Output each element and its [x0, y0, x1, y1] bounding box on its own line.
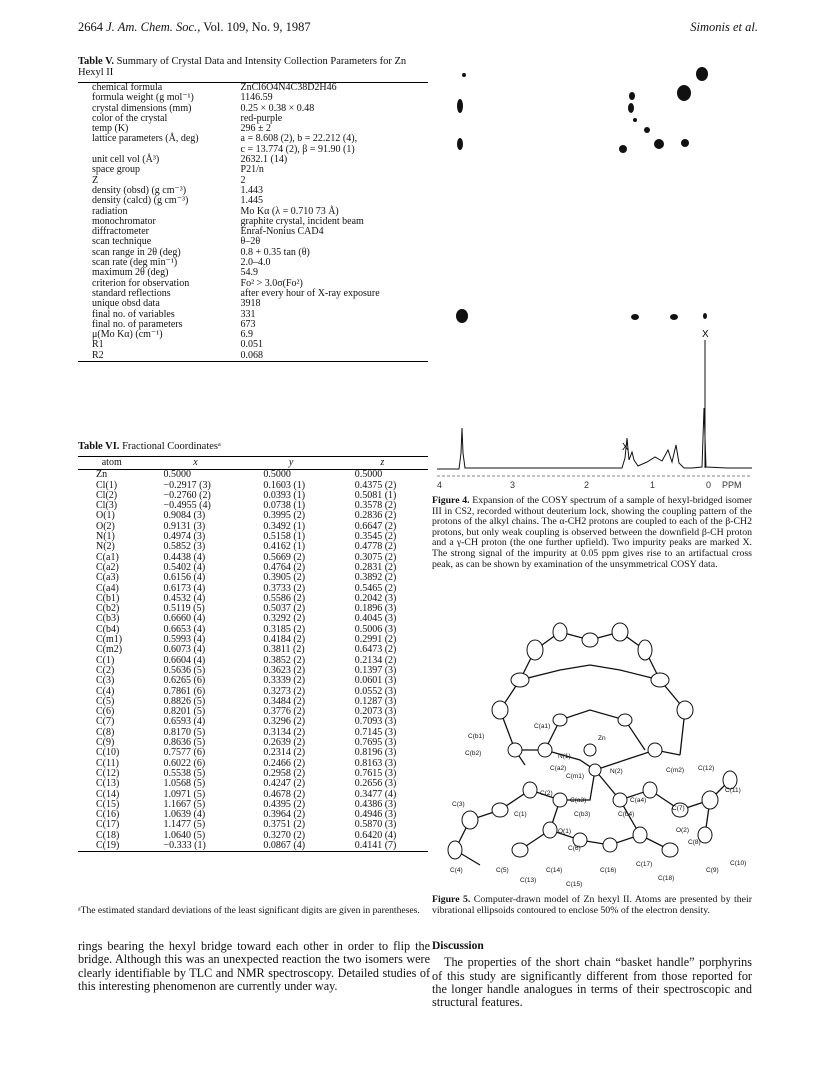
table6-fractional-coordinates — [78, 456, 428, 852]
atom-label: O(1) — [558, 828, 571, 835]
coordinate-cell: 0.0601 (3) — [354, 675, 397, 687]
coordinate-cell: 0.2073 (3) — [354, 706, 397, 718]
parameter-value: c = 13.774 (2), β = 91.90 (1) — [240, 143, 355, 155]
coordinate-cell: 0.6660 (4) — [163, 613, 206, 625]
atom-label: N(1) — [558, 753, 571, 760]
parameter-value: ZnCl6O4N4C38D2H46 — [240, 82, 337, 93]
atom-label: C(m1) — [566, 773, 585, 780]
atom-cell: C(a2) — [96, 561, 119, 573]
parameter-name: radiation — [92, 205, 128, 217]
cross-peak — [696, 67, 708, 81]
atom-label: C(m2) — [666, 767, 685, 774]
parameter-value: 331 — [240, 308, 256, 320]
atom-cell: C(m1) — [96, 634, 123, 646]
coordinate-cell: 0.7093 (3) — [354, 716, 397, 728]
parameter-value: graphite crystal, incident beam — [240, 215, 364, 227]
coordinate-cell: 0.7145 (3) — [354, 726, 397, 738]
parameter-name: diffractometer — [92, 226, 150, 238]
coordinate-cell: 0.4247 (2) — [263, 778, 306, 790]
atom-label: C(10) — [730, 860, 747, 867]
atom-cell: C(b4) — [96, 623, 120, 635]
atom-cell: C(3) — [96, 675, 115, 687]
table-row — [78, 676, 428, 686]
coordinate-cell: 0.4438 (4) — [163, 551, 206, 563]
coordinate-cell: 0.6593 (4) — [163, 716, 206, 728]
coordinate-cell: 0.3296 (2) — [263, 716, 306, 728]
coordinate-cell: 0.6022 (6) — [163, 757, 206, 769]
coordinate-cell: 0.3995 (2) — [263, 510, 306, 522]
atom-cell: C(6) — [96, 706, 115, 718]
atom-cell: C(m2) — [96, 644, 123, 656]
coordinate-cell: −0.2917 (3) — [163, 479, 211, 491]
atom-label: C(a1) — [534, 723, 551, 730]
parameter-value: 1146.59 — [240, 92, 273, 104]
coordinate-cell: 0.2042 (3) — [354, 592, 397, 604]
coordinate-cell: 0.3270 (2) — [263, 829, 306, 841]
coordinate-cell: 0.3751 (2) — [263, 819, 306, 831]
atom-label: C(b3) — [574, 811, 591, 818]
coordinate-cell: 1.0640 (5) — [163, 829, 206, 841]
parameter-value: 54.9 — [240, 267, 259, 279]
parameter-value: 2.0–4.0 — [240, 257, 271, 269]
atom-cell: C(1) — [96, 654, 115, 666]
cross-peak — [703, 313, 707, 319]
parameter-value: 0.068 — [240, 349, 264, 361]
coordinate-cell: 0.2831 (2) — [354, 561, 397, 573]
parameter-value: Mo Kα (λ = 0.710 73 Å) — [240, 205, 339, 217]
coordinate-cell: 0.4764 (2) — [263, 561, 306, 573]
table-row — [78, 470, 428, 481]
page-header — [78, 20, 758, 36]
coordinate-cell: 0.5000 — [163, 469, 191, 481]
coordinate-cell: 0.3185 (2) — [263, 623, 306, 635]
parameter-name: criterion for observation — [92, 277, 190, 289]
parameter-name: chemical formula — [92, 82, 163, 93]
atom-cell: C(a1) — [96, 551, 119, 563]
axis-tick: 0 — [706, 480, 712, 490]
atom-cell: O(1) — [96, 510, 115, 522]
atom-label: C(18) — [658, 875, 675, 882]
cross-peak — [628, 103, 634, 113]
coordinate-cell: 0.5538 (5) — [163, 767, 206, 779]
col-header: x — [145, 457, 245, 470]
coordinate-cell: 0.5037 (2) — [263, 603, 306, 615]
coordinate-cell: 0.3623 (2) — [263, 664, 306, 676]
parameter-value: Enraf-Nonius CAD4 — [240, 226, 324, 238]
coordinate-cell: 1.0568 (5) — [163, 778, 206, 790]
section-heading: Discussion — [432, 940, 484, 952]
coordinate-cell: 0.3964 (2) — [263, 809, 306, 821]
atom-cell: C(19) — [96, 839, 120, 851]
table6-caption: Table VI. Fractional Coordinatesᵃ — [78, 441, 221, 452]
coordinate-cell: 0.4678 (2) — [263, 788, 306, 800]
coordinate-cell: 1.1667 (5) — [163, 798, 206, 810]
parameter-name: color of the crystal — [92, 112, 168, 124]
atom-label: C(4) — [450, 867, 463, 874]
parameter-value: θ–2θ — [240, 236, 261, 248]
parameter-name: R2 — [92, 349, 104, 361]
coordinate-cell: 0.3477 (4) — [354, 788, 397, 800]
coordinate-cell: 0.6604 (4) — [163, 654, 206, 666]
atom-label: C(16) — [600, 867, 617, 874]
coordinate-cell: 0.4162 (1) — [263, 541, 306, 553]
atom-label: C(a4) — [630, 797, 647, 804]
cross-peak — [619, 145, 627, 153]
coordinate-cell: 0.3545 (2) — [354, 531, 397, 543]
coordinate-cell: 0.3733 (2) — [263, 582, 306, 594]
atom-cell: Cl(1) — [96, 479, 118, 491]
col-header: y — [245, 457, 336, 470]
col-header: z — [337, 457, 428, 470]
atom-cell: O(2) — [96, 520, 115, 532]
atom-cell: C(7) — [96, 716, 115, 728]
coordinate-cell: 0.5000 — [354, 469, 383, 481]
atom-cell: C(14) — [96, 788, 120, 800]
parameter-name: space group — [92, 164, 141, 176]
parameter-name: density (calcd) (g cm⁻³) — [92, 195, 189, 207]
cross-peak — [677, 85, 691, 101]
atom-cell: C(11) — [96, 757, 119, 769]
atom-label: C(b2) — [465, 750, 482, 757]
coordinate-cell: 0.5402 (4) — [163, 561, 206, 573]
coordinate-cell: 0.6156 (4) — [163, 572, 206, 584]
coordinate-cell: 0.1603 (1) — [263, 479, 306, 491]
parameter-name: final no. of parameters — [92, 318, 183, 330]
atom-cell: C(b1) — [96, 592, 120, 604]
table5-caption: Table V. Summary of Crystal Data and Intensity Collection Parameters for Zn Hexyl II — [78, 56, 407, 78]
atom-label: O(2) — [676, 827, 689, 834]
coordinate-cell: 0.3852 (2) — [263, 654, 306, 666]
coordinate-cell: 0.4045 (3) — [354, 613, 397, 625]
coordinate-cell: 0.2836 (2) — [354, 510, 397, 522]
atom-cell: C(12) — [96, 767, 120, 779]
atom-cell: N(2) — [96, 541, 115, 553]
impurity-label: X — [702, 329, 709, 340]
coordinate-cell: 0.5993 (4) — [163, 634, 206, 646]
cross-peaks — [456, 67, 708, 323]
atom-cell: C(5) — [96, 695, 115, 707]
parameter-name: maximum 2θ (deg) — [92, 267, 169, 279]
coordinate-cell: 0.8201 (5) — [163, 706, 206, 718]
coordinate-cell: 0.0738 (1) — [263, 500, 306, 512]
coordinate-cell: 0.5119 (5) — [163, 603, 205, 615]
discussion-paragraph: The properties of the short chain “basket handle” porphyrins of this study are significantly different from those reported for the longer handle analogues in terms of their spectroscopic and structural features. — [432, 955, 752, 1010]
parameter-value: 0.051 — [240, 339, 264, 351]
cross-peak — [670, 314, 678, 320]
coordinate-cell: 0.7695 (3) — [354, 737, 397, 749]
parameter-name: μ(Mo Kα) (cm⁻¹) — [92, 329, 163, 341]
coordinate-cell: 0.5636 (5) — [163, 664, 206, 676]
coordinate-cell: 0.6653 (4) — [163, 623, 206, 635]
figure4-cosy-spectrum — [432, 48, 762, 493]
atom-cell: Cl(3) — [96, 500, 118, 512]
coordinate-cell: 0.0393 (1) — [263, 489, 306, 501]
coordinate-cell: 0.6265 (6) — [163, 675, 206, 687]
atom-label: C(15) — [566, 881, 583, 888]
atom-label: C(a2) — [550, 765, 567, 772]
coordinate-cell: 0.5006 (3) — [354, 623, 397, 635]
atom-cell: C(b3) — [96, 613, 120, 625]
impurity-label: X — [622, 442, 629, 453]
table-row — [78, 165, 428, 175]
parameter-name: unit cell vol (Å³) — [92, 154, 160, 166]
coordinate-cell: 0.6473 (2) — [354, 644, 397, 656]
axis-tick: PPM — [722, 480, 742, 490]
atom-cell: C(9) — [96, 737, 115, 749]
coordinate-cell: 0.3075 (2) — [354, 551, 397, 563]
atom-label: Zn — [598, 735, 606, 742]
atom-label: C(3) — [452, 801, 465, 808]
atom-cell: C(2) — [96, 664, 115, 676]
cross-peak — [457, 99, 463, 113]
coordinate-cell: 0.6647 (2) — [354, 520, 397, 532]
atom-label: C(14) — [546, 867, 563, 874]
atom-cell: C(4) — [96, 685, 115, 697]
coordinate-cell: 0.5000 — [263, 469, 291, 481]
coordinate-cell: 0.3578 (2) — [354, 500, 397, 512]
atom-label: C(a3) — [570, 797, 587, 804]
coordinate-cell: 0.3292 (2) — [263, 613, 306, 625]
atom-label: C(11) — [725, 787, 741, 794]
coordinate-cell: 0.2134 (2) — [354, 654, 397, 666]
coordinate-cell: 0.5852 (3) — [163, 541, 206, 553]
coordinate-cell: 0.3905 (2) — [263, 572, 306, 584]
coordinate-cell: 0.1397 (3) — [354, 664, 397, 676]
col-header: atom — [78, 457, 145, 470]
cross-peak — [629, 92, 635, 100]
atom-label: N(2) — [610, 768, 623, 775]
coordinate-cell: 0.2314 (2) — [263, 747, 306, 759]
coordinate-cell: 0.8636 (5) — [163, 737, 206, 749]
atom-label: C(2) — [540, 790, 553, 797]
coordinate-cell: −0.4955 (4) — [163, 500, 211, 512]
coordinate-cell: 0.3492 (1) — [263, 520, 306, 532]
coordinate-cell: 0.3273 (2) — [263, 685, 306, 697]
parameter-name: lattice parameters (Å, deg) — [92, 133, 199, 145]
coordinate-cell: −0.333 (1) — [163, 839, 206, 851]
parameter-name: temp (K) — [92, 123, 129, 135]
parameter-name: scan range in 2θ (deg) — [92, 246, 181, 258]
parameter-name: standard reflections — [92, 287, 171, 299]
axis-tick: 3 — [510, 480, 516, 490]
cross-peak — [456, 309, 468, 323]
coordinate-cell: 0.7861 (6) — [163, 685, 206, 697]
parameter-name: density (obsd) (g cm⁻³) — [92, 184, 187, 196]
table-row — [78, 841, 428, 852]
coordinate-cell: 0.1896 (3) — [354, 603, 397, 615]
atom-cell: C(8) — [96, 726, 115, 738]
parameter-value: 296 ± 2 — [240, 123, 272, 135]
parameter-value: 6.9 — [240, 329, 254, 341]
figure5-caption: Figure 5. Computer-drawn model of Zn hexyl II. Atoms are presented by their vibrational ellipsoids contoured to enclose 50% of the electron density. — [432, 894, 752, 916]
coordinate-cell: 0.3134 (2) — [263, 726, 306, 738]
parameter-name: Z — [92, 174, 99, 186]
parameter-name: final no. of variables — [92, 308, 175, 320]
cross-peak — [644, 127, 650, 133]
atom-cell: C(13) — [96, 778, 120, 790]
header-left: 2664 J. Am. Chem. Soc., Vol. 109, No. 9, 1987 — [78, 20, 311, 34]
coordinate-cell: 0.4184 (2) — [263, 634, 306, 646]
coordinate-cell: 0.4974 (3) — [163, 531, 206, 543]
atom-cell: C(18) — [96, 829, 120, 841]
coordinate-cell: 0.7577 (6) — [163, 747, 206, 759]
table6-footnote: ᵃThe estimated standard deviations of the least significant digits are given in parentheses. — [78, 905, 420, 916]
atom-label: C(7) — [672, 805, 685, 812]
parameter-name: scan technique — [92, 236, 152, 248]
parameter-value: 1.445 — [240, 195, 264, 207]
parameter-value: red-purple — [240, 112, 283, 124]
cross-peak — [633, 118, 637, 122]
coordinate-cell: 0.4395 (2) — [263, 798, 306, 810]
atom-cell: N(1) — [96, 531, 115, 543]
coordinate-cell: 0.2639 (2) — [263, 737, 306, 749]
coordinate-cell: 0.4532 (4) — [163, 592, 206, 604]
table-row — [78, 779, 428, 789]
coordinate-cell: 0.8826 (5) — [163, 695, 206, 707]
coordinate-cell: 0.5669 (2) — [263, 551, 306, 563]
coordinate-cell: 0.5870 (3) — [354, 819, 397, 831]
atom-cell: C(b2) — [96, 603, 120, 615]
coordinate-cell: 0.0552 (3) — [354, 685, 397, 697]
figure5-ortep-model — [440, 610, 750, 890]
atom-cell: C(10) — [96, 747, 120, 759]
table-row — [78, 351, 428, 362]
coordinate-cell: 0.1287 (3) — [354, 695, 397, 707]
parameter-value: 0.25 × 0.38 × 0.48 — [240, 102, 315, 114]
atom-label: C(b1) — [468, 733, 485, 740]
axis-tick: 4 — [437, 480, 443, 490]
atom-label: C(8) — [688, 839, 701, 846]
atom-label: C(13) — [520, 877, 537, 884]
atom-cell: Zn — [96, 469, 108, 481]
parameter-value: 3918 — [240, 298, 261, 310]
atom-cell: C(15) — [96, 798, 120, 810]
coordinate-cell: 0.3776 (2) — [263, 706, 306, 718]
atom-label: C(5) — [496, 867, 509, 874]
coordinate-cell: 0.4375 (2) — [354, 479, 397, 491]
atom-label: C(17) — [636, 861, 653, 868]
coordinate-cell: 0.8196 (3) — [354, 747, 397, 759]
parameter-value: 0.8 + 0.35 tan (θ) — [240, 246, 310, 258]
body-text-left: rings bearing the hexyl bridge toward each other in order to flip the bridge. Although this was an unexpected reaction the two isomers were clearly identifiable by TLC and NMR spectroscopy. Detailed studies of this interesting phenomenon are currently under way. — [78, 939, 430, 993]
parameter-name: crystal dimensions (mm) — [92, 102, 192, 114]
parameter-value: 1.443 — [240, 184, 264, 196]
coordinate-cell: 1.0971 (5) — [163, 788, 206, 800]
coordinate-cell: 0.9084 (3) — [163, 510, 206, 522]
coordinate-cell: 0.3484 (2) — [263, 695, 306, 707]
atom-cell: Cl(2) — [96, 489, 118, 501]
coordinate-cell: 0.6173 (4) — [163, 582, 206, 594]
discussion-section — [432, 940, 752, 1009]
parameter-name: formula weight (g mol⁻¹) — [92, 92, 194, 104]
coordinate-cell: 0.2958 (2) — [263, 767, 306, 779]
atom-label: C(12) — [698, 765, 715, 772]
coordinate-cell: 0.4386 (3) — [354, 798, 397, 810]
coordinate-cell: 0.9131 (3) — [163, 520, 206, 532]
table-row — [78, 299, 428, 309]
coordinate-cell: 0.4946 (3) — [354, 809, 397, 821]
axis-tick: 1 — [650, 480, 656, 490]
cross-peak — [462, 73, 466, 77]
atom-label: C(9) — [706, 867, 719, 874]
parameter-value: a = 8.608 (2), b = 22.212 (4), — [240, 133, 358, 145]
coordinate-cell: 0.2656 (3) — [354, 778, 397, 790]
coordinate-cell: 0.5465 (2) — [354, 582, 397, 594]
parameter-value: after every hour of X-ray exposure — [240, 287, 380, 299]
table5-crystal-data — [78, 82, 428, 362]
coordinate-cell: 0.3339 (2) — [263, 675, 306, 687]
coordinate-cell: 0.0867 (4) — [263, 839, 306, 851]
coordinate-cell: 0.5081 (1) — [354, 489, 397, 501]
cross-peak — [457, 138, 463, 150]
parameter-value: Fo² > 3.0σ(Fo²) — [240, 277, 303, 289]
parameter-value: 2632.1 (14) — [240, 154, 288, 166]
atom-cell: C(a4) — [96, 582, 119, 594]
coordinate-cell: −0.2760 (2) — [163, 489, 211, 501]
coordinate-cell: 0.4778 (2) — [354, 541, 397, 553]
coordinate-cell: 0.3892 (2) — [354, 572, 397, 584]
coordinate-cell: 0.7615 (3) — [354, 767, 397, 779]
coordinate-cell: 1.0639 (4) — [163, 809, 206, 821]
parameter-value: 2 — [240, 174, 246, 186]
coordinate-cell: 0.3811 (2) — [263, 644, 305, 656]
coordinate-cell: 0.5586 (2) — [263, 592, 306, 604]
coordinate-cell: 0.6420 (4) — [354, 829, 397, 841]
parameter-name: monochromator — [92, 215, 156, 227]
cross-peak — [654, 139, 664, 149]
coordinate-cell: 0.8163 (3) — [354, 757, 397, 769]
parameter-name: scan rate (deg min⁻¹) — [92, 257, 178, 269]
figure4-caption: Figure 4. Expansion of the COSY spectrum of a sample of hexyl-bridged isomer III in CS2, recorded without deuterium lock, showing the coupling pattern of the protons of the alkyl chains. The α-CH2 protons are coupled to each of the β-CH2 protons, but only weak coupling is observed between the downfield β-CH proton and a γ-CH proton (the one further upfield). Two impurity peaks are marked X. The strong signal of the impurity at 0.05 ppm gives rise to an artifactual cross peak, as can be shown by examination of the unsymmetrical COSY data. — [432, 495, 752, 570]
atom-label: C(b4) — [618, 811, 635, 818]
parameter-name: unique obsd data — [92, 298, 160, 310]
parameter-name: R1 — [92, 339, 104, 351]
coordinate-cell: 0.2991 (2) — [354, 634, 397, 646]
atom-cell: C(a3) — [96, 572, 119, 584]
coordinate-cell: 0.2466 (2) — [263, 757, 306, 769]
parameter-value: P21/n — [240, 164, 264, 176]
atom-label: C(6) — [568, 845, 581, 852]
header-authors: Simonis et al. — [690, 20, 758, 34]
coordinate-cell: 0.8170 (5) — [163, 726, 206, 738]
coordinate-cell: 0.4141 (7) — [354, 839, 397, 851]
atom-cell: C(17) — [96, 819, 120, 831]
cross-peak — [681, 139, 689, 147]
coordinate-cell: 1.1477 (5) — [163, 819, 206, 831]
coordinate-cell: 0.6073 (4) — [163, 644, 206, 656]
axis-tick: 2 — [584, 480, 590, 490]
cross-peak — [631, 314, 639, 320]
parameter-value: 673 — [240, 318, 256, 330]
atom-label: C(1) — [514, 811, 527, 818]
atom-cell: C(16) — [96, 809, 120, 821]
coordinate-cell: 0.5158 (1) — [263, 531, 306, 543]
